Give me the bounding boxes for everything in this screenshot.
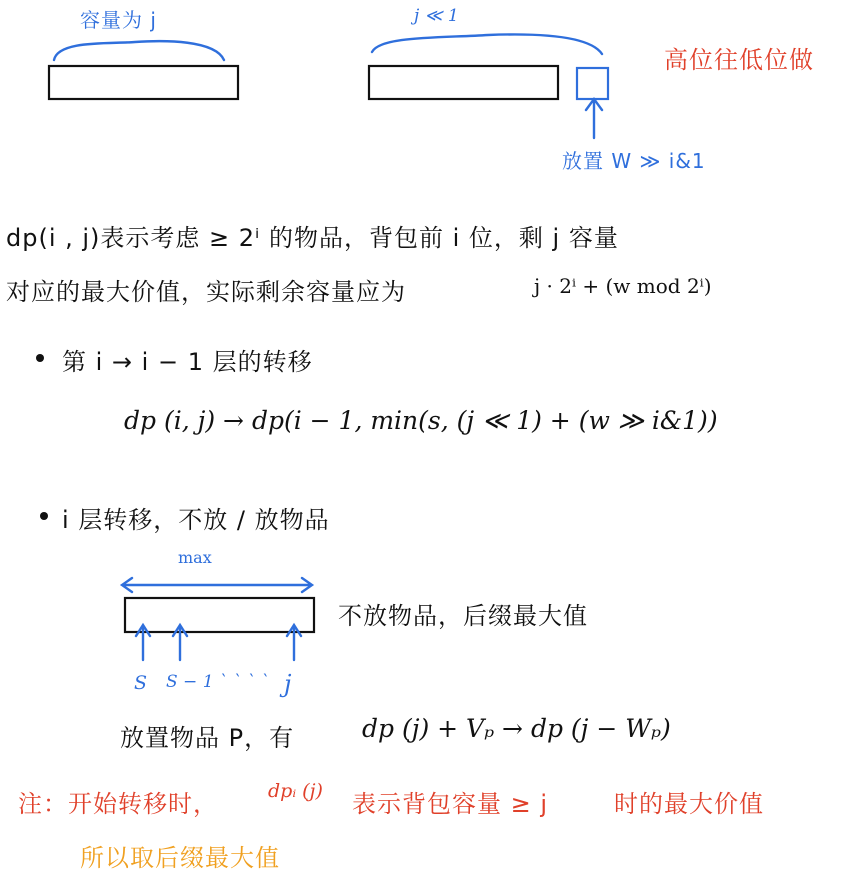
pointer-arrow-j	[287, 625, 301, 660]
bullet-2	[40, 512, 48, 520]
pointer-label-j: j	[284, 670, 292, 698]
place-arrow	[586, 99, 602, 138]
note-prefix: 注：开始转移时，	[18, 790, 218, 818]
shift-brace	[372, 34, 602, 54]
capacity-label: 容量为 j	[80, 8, 157, 32]
no-place-note: 不放物品，后缀最大值	[338, 602, 588, 630]
capacity-box	[49, 66, 238, 99]
note-line-2: 所以取后缀最大值	[80, 844, 280, 872]
note-suffix: 时的最大价值	[614, 790, 764, 818]
max-range-arrow	[122, 578, 312, 592]
extra-bit-box	[577, 68, 608, 99]
note-formula: dpᵢ (j)	[268, 780, 323, 802]
bullet-1	[36, 354, 44, 362]
bullet-1-title: 第 i → i − 1 层的转移	[62, 348, 313, 376]
shifted-box	[369, 66, 558, 99]
definition-line-1: dp(i , j)表示考虑 ≥ 2ⁱ 的物品，背包前 i 位，剩 j 容量	[6, 224, 619, 252]
place-formula: dp (j) + Vₚ → dp (j − Wₚ)	[362, 714, 671, 743]
shift-label: j ≪ 1	[414, 6, 459, 26]
bullet-2-title: i 层转移，不放 / 放物品	[62, 506, 330, 534]
transition-formula: dp (i, j) → dp(i − 1, min(s, (j ≪ 1) + (w ≫ i&1))	[124, 406, 718, 435]
definition-line-2: 对应的最大价值，实际剩余容量应为	[6, 278, 406, 306]
place-label: 放置 W ≫ i&1	[562, 149, 706, 173]
capacity-brace	[54, 41, 224, 60]
max-label: max	[178, 548, 212, 567]
pointer-arrow-s	[136, 625, 150, 660]
note-middle: 表示背包容量 ≥ j	[352, 790, 549, 818]
pointer-arrow-s1	[173, 625, 187, 660]
pointer-label-s: S	[134, 672, 148, 694]
definition-formula: j · 2ⁱ + (w mod 2ⁱ)	[534, 274, 712, 298]
pointer-label-s1: S − 1 ˋ ˋ ˋ ˋ	[166, 672, 270, 692]
suffix-box	[125, 598, 314, 632]
place-text: 放置物品 P，有	[120, 724, 295, 752]
direction-note: 高位往低位做	[664, 46, 814, 74]
